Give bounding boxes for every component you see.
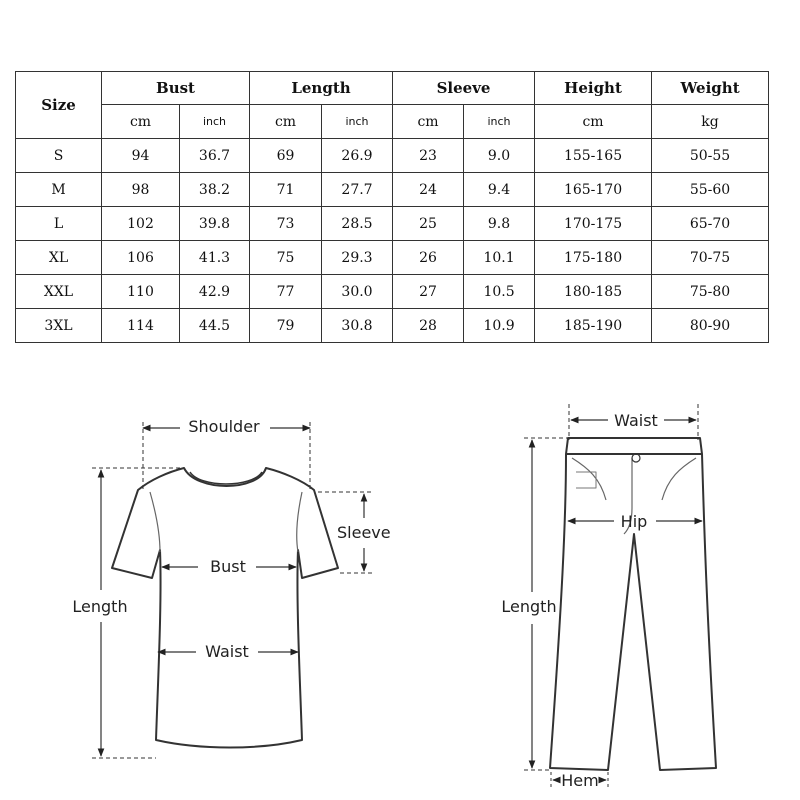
unit-cell: cm bbox=[393, 105, 464, 139]
table-cell: 98 bbox=[102, 173, 180, 207]
table-cell: 10.5 bbox=[464, 275, 535, 309]
height-header: Height bbox=[535, 72, 652, 105]
table-cell: 155-165 bbox=[535, 139, 652, 173]
tshirt-left-armhole bbox=[150, 492, 160, 552]
bust-header: Bust bbox=[102, 72, 250, 105]
table-cell: 77 bbox=[250, 275, 322, 309]
tshirt-diagram bbox=[112, 468, 338, 748]
pants-waistband bbox=[566, 438, 702, 454]
tshirt-measures bbox=[92, 422, 372, 758]
table-cell: 50-55 bbox=[652, 139, 769, 173]
table-cell: 24 bbox=[393, 173, 464, 207]
unit-cell: cm bbox=[102, 105, 180, 139]
table-cell: 9.4 bbox=[464, 173, 535, 207]
unit-cell: cm bbox=[535, 105, 652, 139]
table-cell: 73 bbox=[250, 207, 322, 241]
table-cell: 41.3 bbox=[180, 241, 250, 275]
table-cell: 10.1 bbox=[464, 241, 535, 275]
table-cell: 80-90 bbox=[652, 309, 769, 343]
table-cell: 30.0 bbox=[322, 275, 393, 309]
table-cell: 39.8 bbox=[180, 207, 250, 241]
table-cell: XL bbox=[16, 241, 102, 275]
pants-left-pocket bbox=[572, 458, 606, 500]
tshirt-outline bbox=[112, 468, 338, 748]
shirt-length-label: Length bbox=[72, 597, 128, 616]
tshirt-right-armhole bbox=[297, 492, 302, 552]
size-header: Size bbox=[16, 72, 102, 139]
pants-right-pocket bbox=[662, 458, 696, 500]
table-cell: 27 bbox=[393, 275, 464, 309]
table-cell: 26.9 bbox=[322, 139, 393, 173]
table-cell: 170-175 bbox=[535, 207, 652, 241]
shirt-waist-label: Waist bbox=[205, 642, 249, 661]
table-cell: 79 bbox=[250, 309, 322, 343]
unit-cell: kg bbox=[652, 105, 769, 139]
sleeve-label: Sleeve bbox=[337, 523, 391, 542]
pants-button bbox=[632, 454, 640, 462]
table-cell: 29.3 bbox=[322, 241, 393, 275]
weight-header: Weight bbox=[652, 72, 769, 105]
table-cell: 102 bbox=[102, 207, 180, 241]
table-cell: 65-70 bbox=[652, 207, 769, 241]
table-cell: 10.9 bbox=[464, 309, 535, 343]
table-cell: 110 bbox=[102, 275, 180, 309]
table-cell: 94 bbox=[102, 139, 180, 173]
table-cell: 23 bbox=[393, 139, 464, 173]
table-cell: 114 bbox=[102, 309, 180, 343]
unit-cell: inch bbox=[464, 105, 535, 139]
pants-outline bbox=[550, 454, 716, 770]
unit-cell: inch bbox=[322, 105, 393, 139]
unit-cell: cm bbox=[250, 105, 322, 139]
sleeve-header: Sleeve bbox=[393, 72, 535, 105]
pants-waist-label: Waist bbox=[614, 411, 658, 430]
table-cell: 26 bbox=[393, 241, 464, 275]
table-cell: 185-190 bbox=[535, 309, 652, 343]
table-cell: 55-60 bbox=[652, 173, 769, 207]
table-cell: 28.5 bbox=[322, 207, 393, 241]
unit-cell: inch bbox=[180, 105, 250, 139]
table-cell: L bbox=[16, 207, 102, 241]
table-cell: M bbox=[16, 173, 102, 207]
table-cell: 75-80 bbox=[652, 275, 769, 309]
table-cell: 180-185 bbox=[535, 275, 652, 309]
table-cell: 25 bbox=[393, 207, 464, 241]
length-header: Length bbox=[250, 72, 393, 105]
table-cell: 9.0 bbox=[464, 139, 535, 173]
table-cell: 3XL bbox=[16, 309, 102, 343]
table-cell: 38.2 bbox=[180, 173, 250, 207]
table-cell: 36.7 bbox=[180, 139, 250, 173]
table-cell: 71 bbox=[250, 173, 322, 207]
hem-label: Hem bbox=[561, 771, 599, 790]
table-cell: 165-170 bbox=[535, 173, 652, 207]
table-cell: 106 bbox=[102, 241, 180, 275]
table-cell: 28 bbox=[393, 309, 464, 343]
table-cell: 30.8 bbox=[322, 309, 393, 343]
table-cell: XXL bbox=[16, 275, 102, 309]
hip-label: Hip bbox=[620, 512, 648, 531]
table-cell: S bbox=[16, 139, 102, 173]
pants-length-label: Length bbox=[501, 597, 557, 616]
table-cell: 70-75 bbox=[652, 241, 769, 275]
table-cell: 42.9 bbox=[180, 275, 250, 309]
table-cell: 175-180 bbox=[535, 241, 652, 275]
pants-diagram bbox=[550, 438, 716, 770]
table-cell: 44.5 bbox=[180, 309, 250, 343]
table-cell: 9.8 bbox=[464, 207, 535, 241]
shoulder-label: Shoulder bbox=[188, 417, 260, 436]
table-cell: 75 bbox=[250, 241, 322, 275]
bust-label: Bust bbox=[210, 557, 246, 576]
table-cell: 27.7 bbox=[322, 173, 393, 207]
table-cell: 69 bbox=[250, 139, 322, 173]
